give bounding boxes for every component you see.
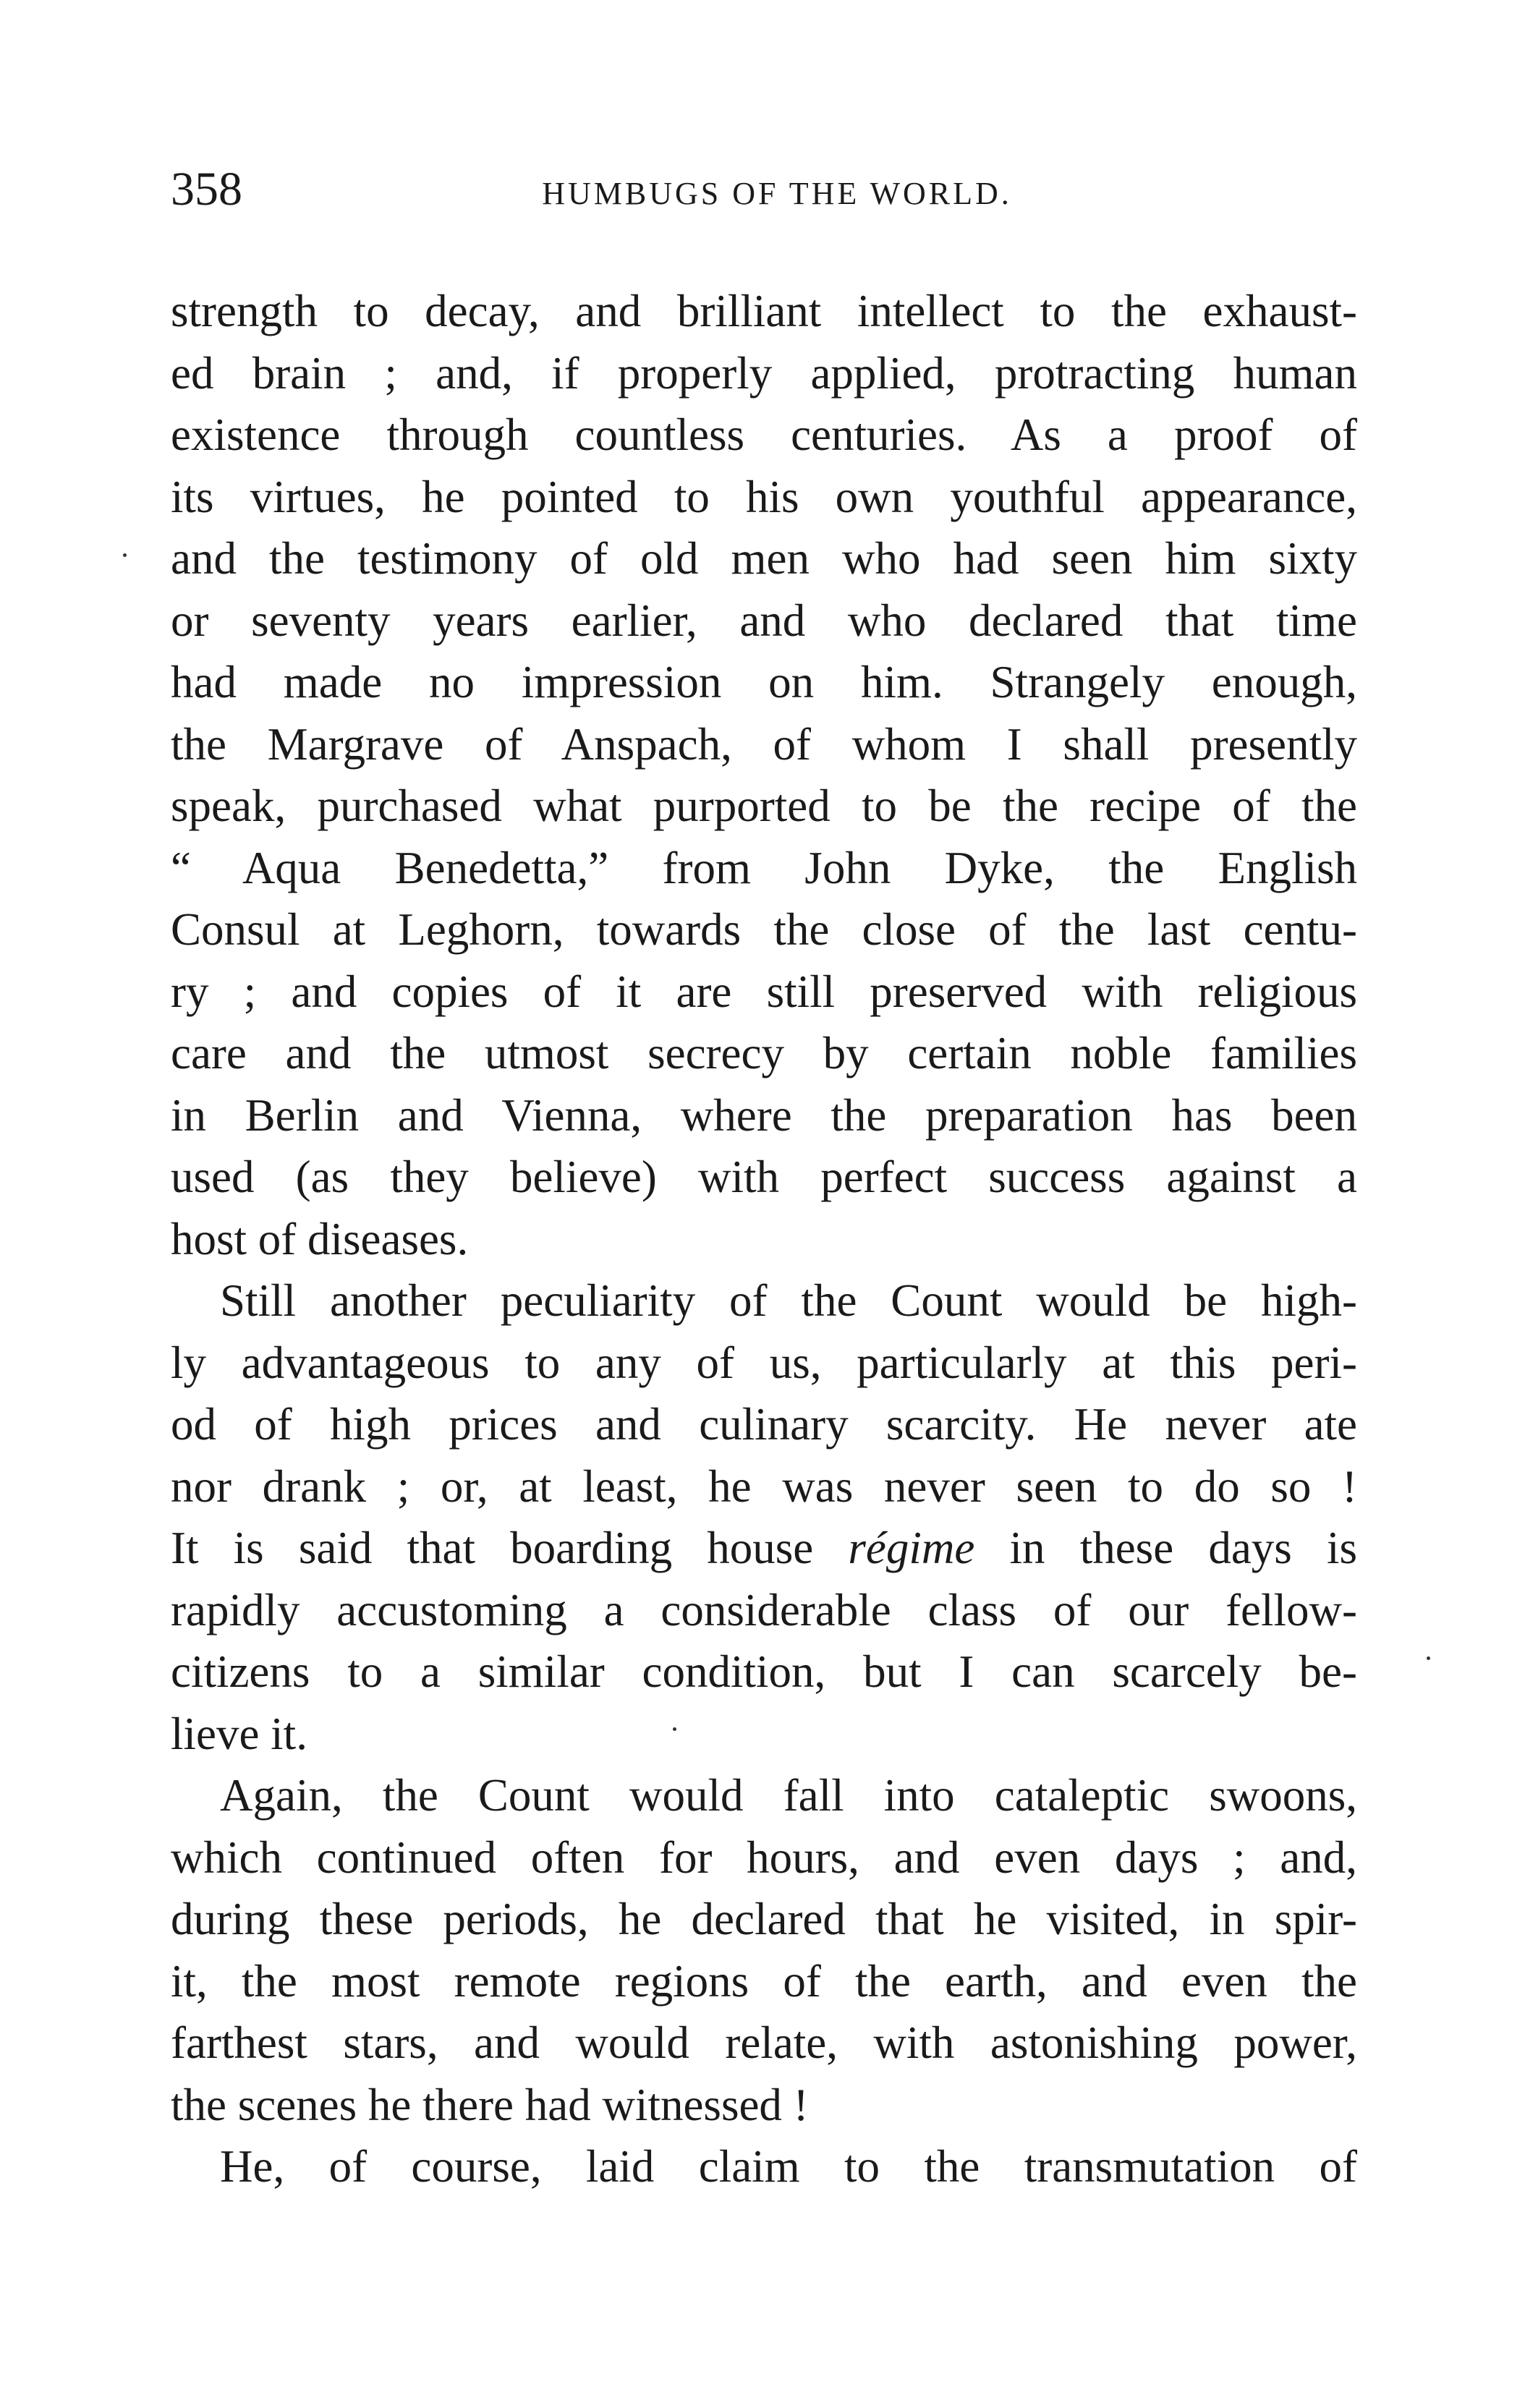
text-line: “ Aqua Benedetta,” from John Dyke, the English [171,842,1357,893]
text-line: Consul at Leghorn, towards the close of the last centu- [171,904,1357,955]
page-header [171,161,1354,218]
text-segment: in these days is [1009,1523,1357,1573]
text-line: its virtues, he pointed to his own youthful appearance, [171,471,1357,522]
text-line: speak, purchased what purported to be the recipe of the [171,780,1357,831]
text-line: od of high prices and culinary scarcity. He never ate [171,1399,1357,1450]
text-line: ry ; and copies of it are still preserved with religious [171,966,1357,1017]
text-line: citizens to a similar condition, but I can scarcely be- [171,1646,1357,1697]
text-line: the scenes he there had witnessed ! [171,2079,809,2130]
text-line: and the testimony of old men who had seen him sixty [171,533,1357,584]
scan-speck [123,553,127,557]
text-line: it, the most remote regions of the earth, and even the [171,1955,1357,2007]
text-line: Again, the Count would fall into cataleptic swoons, [220,1770,1357,1821]
text-segment: It is said that boarding house [171,1523,814,1573]
paragraph [171,1765,1357,2136]
running-title: HUMBUGS OF THE WORLD. [542,176,1012,211]
text-line: nor drank ; or, at least, he was never seen to do so ! [171,1460,1357,1512]
text-line: ed brain ; and, if properly applied, protracting human [171,347,1357,399]
text-line: had made no impression on him. Strangely enough, [171,657,1357,707]
text-line: in Berlin and Vienna, where the preparation has been [171,1089,1357,1141]
scan-speck [1427,1656,1430,1660]
page-number: 358 [171,163,242,216]
paragraph [171,2136,1357,2198]
text-line: or seventy years earlier, and who declared that time [171,595,1357,646]
text-line: Still another peculiarity of the Count would be high- [220,1275,1357,1326]
text-line: used (as they believe) with perfect success against a [171,1152,1357,1202]
text-line: He, of course, laid claim to the transmutation of [220,2141,1357,2192]
scan-speck [673,1727,676,1731]
text-line: the Margrave of Anspach, of whom I shall presently [171,718,1357,770]
text-line: strength to decay, and brilliant intellect to the exhaust- [171,286,1357,336]
paragraph [171,281,1357,1270]
text-line: care and the utmost secrecy by certain noble families [171,1028,1357,1079]
italic-word: régime [848,1523,975,1573]
text-line: farthest stars, and would relate, with astonishing power, [171,2017,1357,2068]
text-line: host of diseases. [171,1213,469,1264]
text-line: lieve it. [171,1708,307,1759]
body-text [171,281,1357,2198]
text-line: existence through countless centuries. As a proof of [171,409,1357,460]
text-line: during these periods, he declared that he visited, in spir- [171,1894,1357,1944]
paragraph [171,1270,1357,1765]
text-line [171,1518,1357,1580]
text-line: rapidly accustoming a considerable class of our fellow- [171,1584,1357,1635]
text-line: ly advantageous to any of us, particularly at this peri- [171,1337,1357,1388]
text-line: which continued often for hours, and even days ; and, [171,1831,1357,1883]
